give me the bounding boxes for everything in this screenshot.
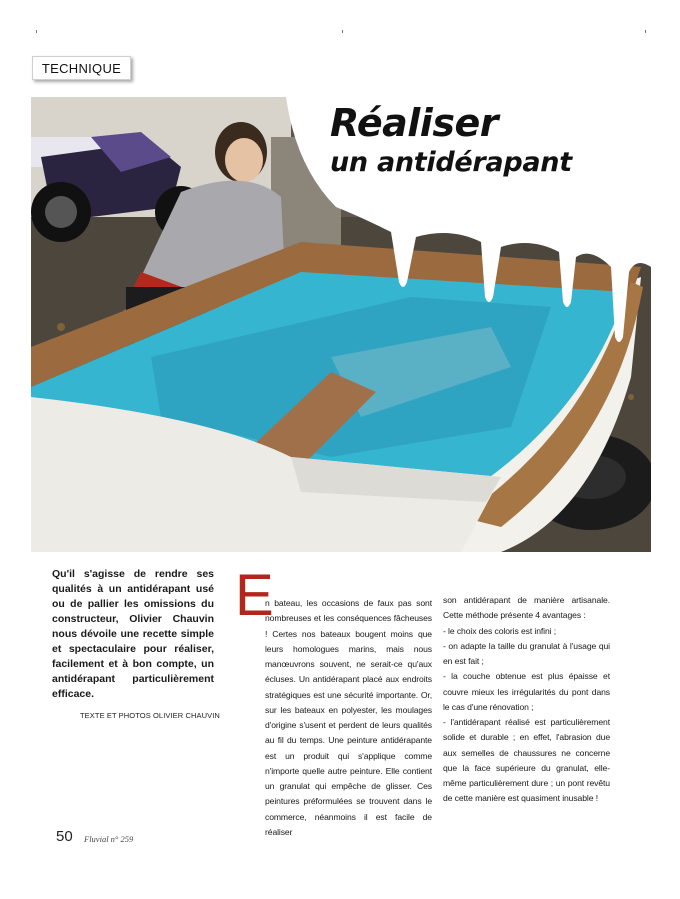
article-intro: Qu'il s'agisse de rendre ses qualités à un antidérapant usé ou de pallier les omissions du constructeur, Olivier Chauvin nous dévoile une recette simple et spectaculaire pour réaliser, facilement et à bon compte, un antidérapant particulièrement efficace. <box>52 568 214 700</box>
author-credit: TEXTE ET PHOTOS OLIVIER CHAUVIN <box>80 711 220 720</box>
article-column-2 <box>443 593 610 807</box>
crop-mark <box>36 30 37 33</box>
body-paragraph: n bateau, les occasions de faux pas sont nombreuses et les conséquences fâcheuses ! Certes nos bateaux bougent moins que leurs homologues marins, mais nous manœuvrons souvent, ne serait-ce qu'aux écluses. Un antidérapant placé aux endroits stratégiques est une sécurité importante. Or, sur les bateaux en polyester, les moulages d'origine s'usent et perdent de leurs qualités au fil du temps. Une peinture antidérapante est un produit qui s'applique comme n'importe quelle autre peinture. Elle contient un granulat qui empêche de glisser. Ces peintures préformulées se trouvent dans le commerce, néanmoins il est facile de réaliser <box>265 598 432 837</box>
drop-cap: E <box>235 563 274 628</box>
page-number: 50 <box>56 828 73 845</box>
crop-mark <box>342 30 343 33</box>
crop-mark <box>645 30 646 33</box>
list-item: - on adapte la taille du granulat à l'usage qui en est fait ; <box>443 640 610 666</box>
list-item: - la couche obtenue est plus épaisse et couvre mieux les irrégularités du pont dans le cas d'une rénovation ; <box>443 671 610 712</box>
title-line-1: Réaliser <box>330 101 498 145</box>
list-item: - l'antidérapant réalisé est particulièrement solide et durable ; en effet, l'abrasion due aux semelles de chaussures ne concerne que la face supérieure du granulat, elle-même particulièrement dure ; un pont revêtu de cette manière est quasiment inusable ! <box>443 717 610 804</box>
section-tag: TECHNIQUE <box>32 56 131 80</box>
body-paragraph: son antidérapant de manière artisanale. Cette méthode présente 4 avantages : <box>443 595 610 621</box>
title-line-2: un antidérapant <box>330 147 572 178</box>
article-column-1 <box>265 596 432 840</box>
magazine-issue: Fluvial n° 259 <box>84 834 134 844</box>
article-title <box>330 100 640 180</box>
list-item: - le choix des coloris est infini ; <box>443 625 557 636</box>
